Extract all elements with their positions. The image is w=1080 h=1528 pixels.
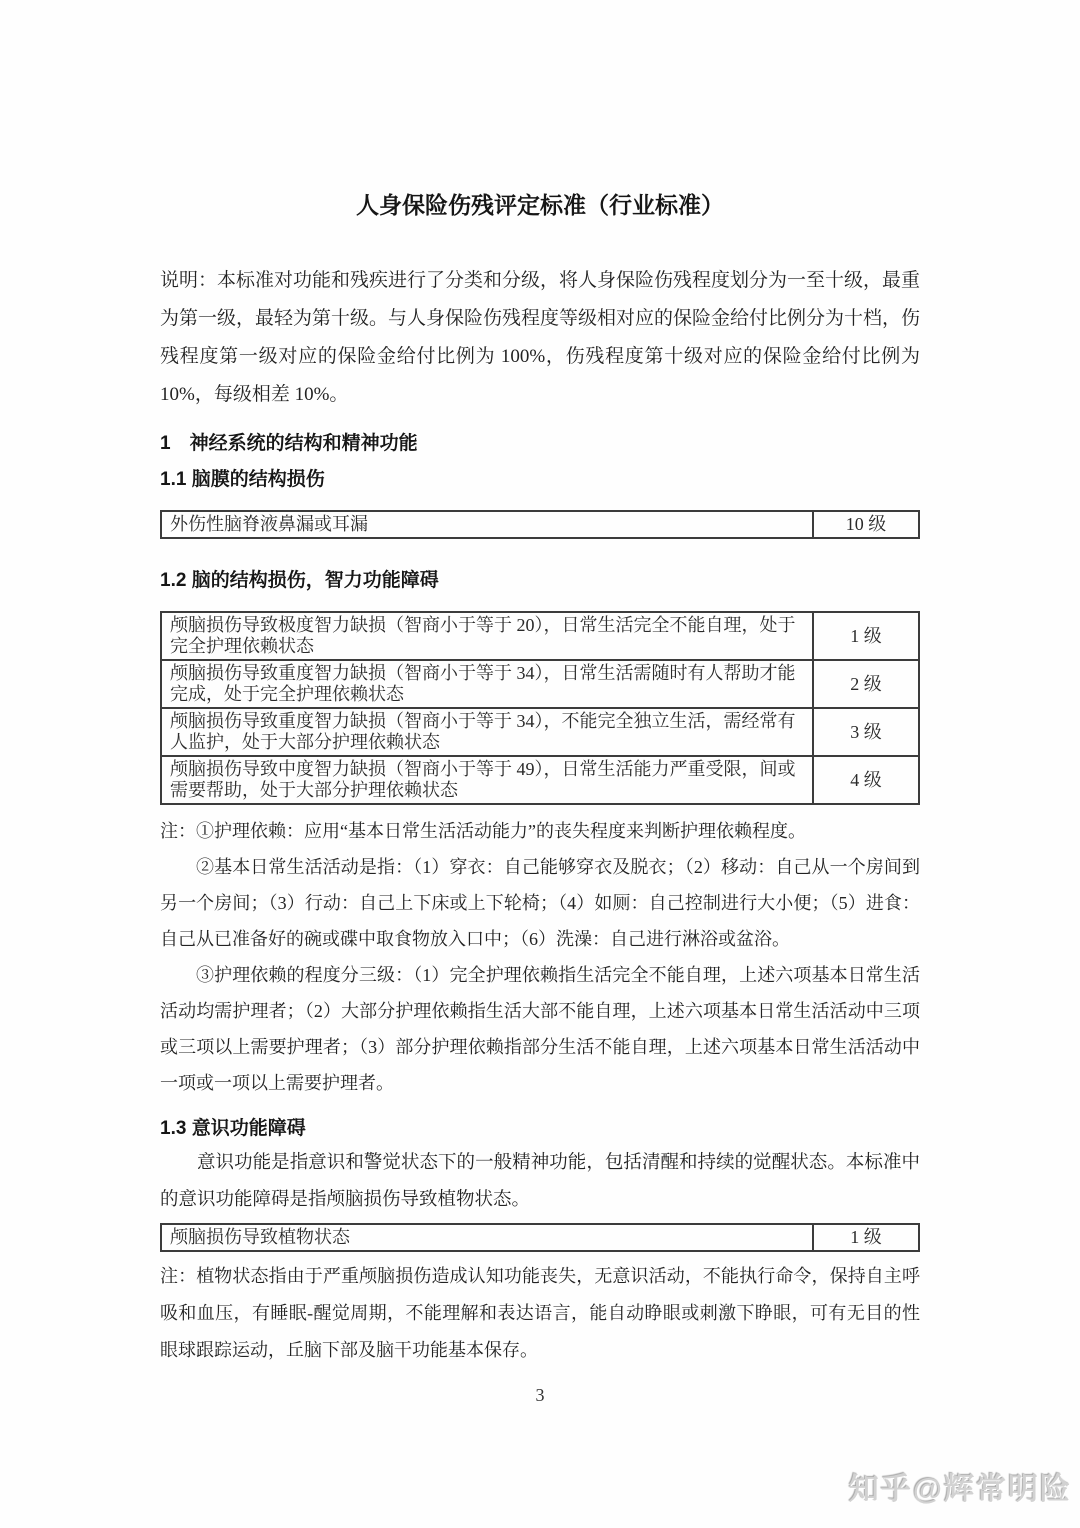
section-1-2-table	[160, 611, 920, 805]
section-1-1-table	[160, 510, 920, 539]
level-cell: 3 级	[813, 708, 919, 756]
note-paragraph-3: ③护理依赖的程度分三级：（1）完全护理依赖指生活完全不能自理，上述六项基本日常生活活动均需护理者；（2）大部分护理依赖指生活大部不能自理，上述六项基本日常生活活动中三项或三项以上需要护理者；（3）部分护理依赖指部分生活不能自理，上述六项基本日常生活活动中一项或一项以上需要护理者。	[160, 965, 920, 1093]
level-cell: 2 级	[813, 660, 919, 708]
level-cell: 4 级	[813, 756, 919, 804]
level-cell: 10 级	[813, 511, 919, 538]
item-cell: 颅脑损伤导致重度智力缺损（智商小于等于 34），不能完全独立生活，需经常有人监护，处于大部分护理依赖状态	[161, 708, 813, 756]
item-cell: 颅脑损伤导致极度智力缺损（智商小于等于 20），日常生活完全不能自理，处于完全护理依赖状态	[161, 612, 813, 660]
document-content	[160, 0, 920, 1406]
table-row	[161, 756, 919, 804]
section-1-3-paragraph: 意识功能是指意识和警觉状态下的一般精神功能，包括清醒和持续的觉醒状态。本标准中的意识功能障碍是指颅脑损伤导致植物状态。	[160, 1153, 920, 1210]
table-row	[161, 708, 919, 756]
section-1-1-heading: 1.1 脑膜的结构损伤	[160, 469, 325, 490]
item-cell: 颅脑损伤导致重度智力缺损（智商小于等于 34），日常生活需随时有人帮助才能完成，处于完全护理依赖状态	[161, 660, 813, 708]
table-row	[161, 612, 919, 660]
table-row	[161, 1224, 919, 1251]
item-cell: 外伤性脑脊液鼻漏或耳漏	[161, 511, 813, 538]
table-row	[161, 511, 919, 538]
level-cell: 1 级	[813, 1224, 919, 1251]
section-1-2-heading: 1.2 脑的结构损伤，智力功能障碍	[160, 570, 439, 591]
note-paragraph-2: ②基本日常生活活动是指：（1）穿衣：自己能够穿衣及脱衣；（2）移动：自己从一个房间到另一个房间；（3）行动：自己上下床或上下轮椅；（4）如厕：自己控制进行大小便；（5）进食：自己从已准备好的碗或碟中取食物放入口中；（6）洗澡：自己进行淋浴或盆浴。	[160, 857, 920, 949]
page-number: 3	[535, 1385, 545, 1405]
table-row	[161, 660, 919, 708]
note-paragraph-vegetative: 注：植物状态指由于严重颅脑损伤造成认知功能丧失，无意识活动，不能执行命令，保持自主呼吸和血压，有睡眠-醒觉周期，不能理解和表达语言，能自动睁眼或刺激下睁眼，可有无目的性眼球跟踪运动，丘脑下部及脑干功能基本保存。	[160, 1266, 920, 1360]
item-cell: 颅脑损伤导致植物状态	[161, 1224, 813, 1251]
document-title: 人身保险伤残评定标准（行业标准）	[356, 192, 724, 218]
level-cell: 1 级	[813, 612, 919, 660]
section-1-3-table	[160, 1223, 920, 1252]
section-1-3-heading: 1.3 意识功能障碍	[160, 1118, 306, 1139]
intro-paragraph: 说明：本标准对功能和残疾进行了分类和分级，将人身保险伤残程度划分为一至十级，最重为第一级，最轻为第十级。与人身保险伤残程度等级相对应的保险金给付比例分为十档，伤残程度第一级对应的保险金给付比例为 100%，伤残程度第十级对应的保险金给付比例为 10%，每级相差 10%。	[160, 270, 921, 405]
item-cell: 颅脑损伤导致中度智力缺损（智商小于等于 49），日常生活能力严重受限，间或需要帮助，处于大部分护理依赖状态	[161, 756, 813, 804]
section-1-heading: 1 神经系统的结构和精神功能	[160, 433, 418, 454]
note-paragraph-1: 注：①护理依赖：应用“基本日常生活活动能力”的丧失程度来判断护理依赖程度。	[160, 821, 806, 841]
watermark: 知乎@辉常明险	[848, 1473, 1072, 1506]
